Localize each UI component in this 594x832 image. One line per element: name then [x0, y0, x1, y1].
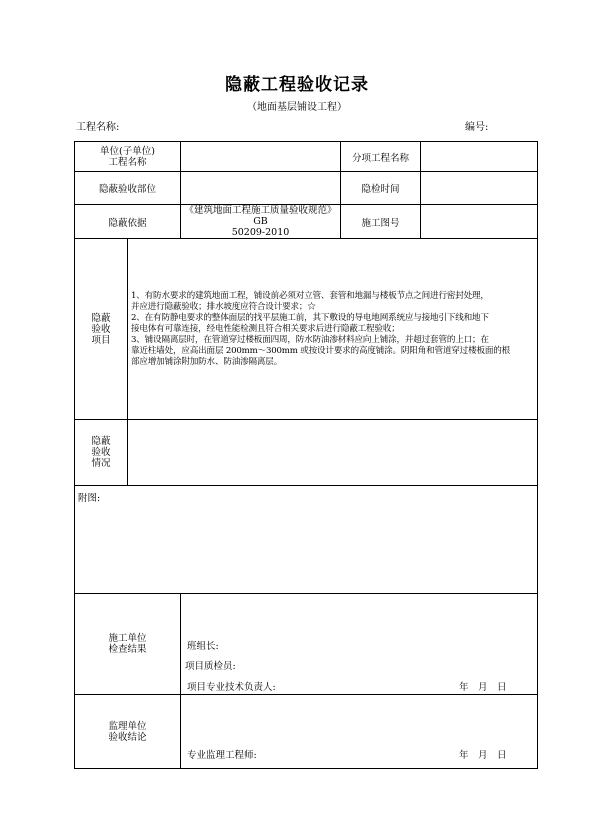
supervision-label-line1: 监理单位	[108, 720, 147, 732]
items-text-line: 2、在有防静电要求的整体面层的找平层施工前，其下敷设的导电地网系统应与接地引下线和地下	[131, 312, 489, 323]
date-1: 年 月 日	[459, 682, 507, 693]
page-title: 隐蔽工程验收记录	[225, 75, 369, 95]
unit-label-line1: 单位(子单位)	[100, 145, 155, 157]
items-row	[75, 239, 538, 420]
drawing-no-value[interactable]	[421, 205, 538, 239]
attachment-area[interactable]	[75, 486, 538, 594]
items-text-line: 靠近柱墙处，应高出面层 200mm～300mm 或按设计要求的高度铺涂。阴阳角和管道穿过楼板面的根	[131, 345, 511, 356]
number-label: 编号:	[465, 122, 489, 133]
hidden-part-row	[75, 172, 538, 205]
unit-row	[75, 142, 538, 172]
basis-row	[75, 205, 538, 239]
date-2: 年 月 日	[459, 750, 507, 761]
construction-result[interactable]	[181, 594, 538, 695]
project-name-label: 工程名称:	[76, 122, 120, 133]
situation-label-1: 隐蔽	[91, 436, 111, 447]
situation-label	[75, 420, 128, 486]
construction-row	[75, 594, 538, 695]
items-label-1: 隐蔽	[91, 312, 111, 324]
quality-inspector-label: 项目质检员:	[185, 661, 236, 672]
inspection-form	[74, 141, 538, 769]
inspect-time-value[interactable]	[421, 172, 538, 205]
attachment-label: 附图:	[78, 493, 101, 504]
supervisor-label: 专业监理工程师:	[187, 750, 257, 761]
unit-label-line2: 工程名称	[108, 156, 147, 168]
supervision-sign-area	[181, 695, 537, 768]
items-label-2: 验收	[91, 323, 111, 335]
attachment-row	[75, 486, 538, 594]
construction-label	[75, 594, 181, 695]
situation-label-2: 验收	[91, 447, 111, 458]
basis-value-line2: 50209-2010	[231, 227, 290, 238]
sub-project-value[interactable]	[421, 142, 538, 172]
items-text-line: 3、铺设隔离层时，在管道穿过楼板面四周，防水防油渗材料应向上铺涂，并超过套管的上口；在	[131, 334, 489, 345]
construction-sign-area	[181, 594, 537, 694]
supervision-row	[75, 695, 538, 769]
items-label	[75, 239, 128, 420]
unit-value[interactable]	[181, 142, 341, 172]
supervision-label-line2: 验收结论	[108, 731, 147, 743]
items-text-line: 接电体有可靠连接，经电性能检测且符合相关要求后进行隐蔽工程验收；	[131, 323, 400, 334]
basis-label: 隐蔽依据	[75, 205, 181, 239]
items-label-3: 项目	[91, 334, 111, 346]
team-leader-label: 班组长:	[187, 641, 219, 652]
basis-value[interactable]	[181, 205, 341, 239]
situation-label-3: 情况	[91, 458, 111, 469]
situation-row	[75, 420, 538, 486]
hidden-part-label: 隐蔽验收部位	[75, 172, 181, 205]
items-text-line: 部应增加铺涂附加防水、防油渗隔离层。	[131, 356, 283, 367]
page-subtitle: （地面基层铺设工程）	[247, 102, 347, 113]
inspect-time-label: 隐检时间	[341, 172, 421, 205]
items-text-line: 并应进行隐蔽验收；排水坡度应符合设计要求；☆	[131, 301, 316, 312]
sub-project-label: 分项工程名称	[341, 142, 421, 172]
basis-value-line1: 《建筑地面工程施工质量验收规范》GB	[184, 205, 337, 227]
drawing-no-label: 施工图号	[341, 205, 421, 239]
situation-value[interactable]	[128, 420, 538, 486]
hidden-part-value[interactable]	[181, 172, 341, 205]
construction-label-line1: 施工单位	[108, 633, 147, 644]
supervision-result[interactable]	[181, 695, 538, 769]
unit-label	[75, 142, 181, 172]
supervision-label	[75, 695, 181, 769]
items-content	[128, 239, 538, 420]
items-text-line: 1、有防水要求的建筑地面工程，铺设前必须对立管、套管和地漏与楼板节点之间进行密封处理，	[131, 290, 489, 301]
construction-label-line2: 检查结果	[108, 644, 147, 655]
tech-lead-label: 项目专业技术负责人:	[187, 682, 276, 693]
